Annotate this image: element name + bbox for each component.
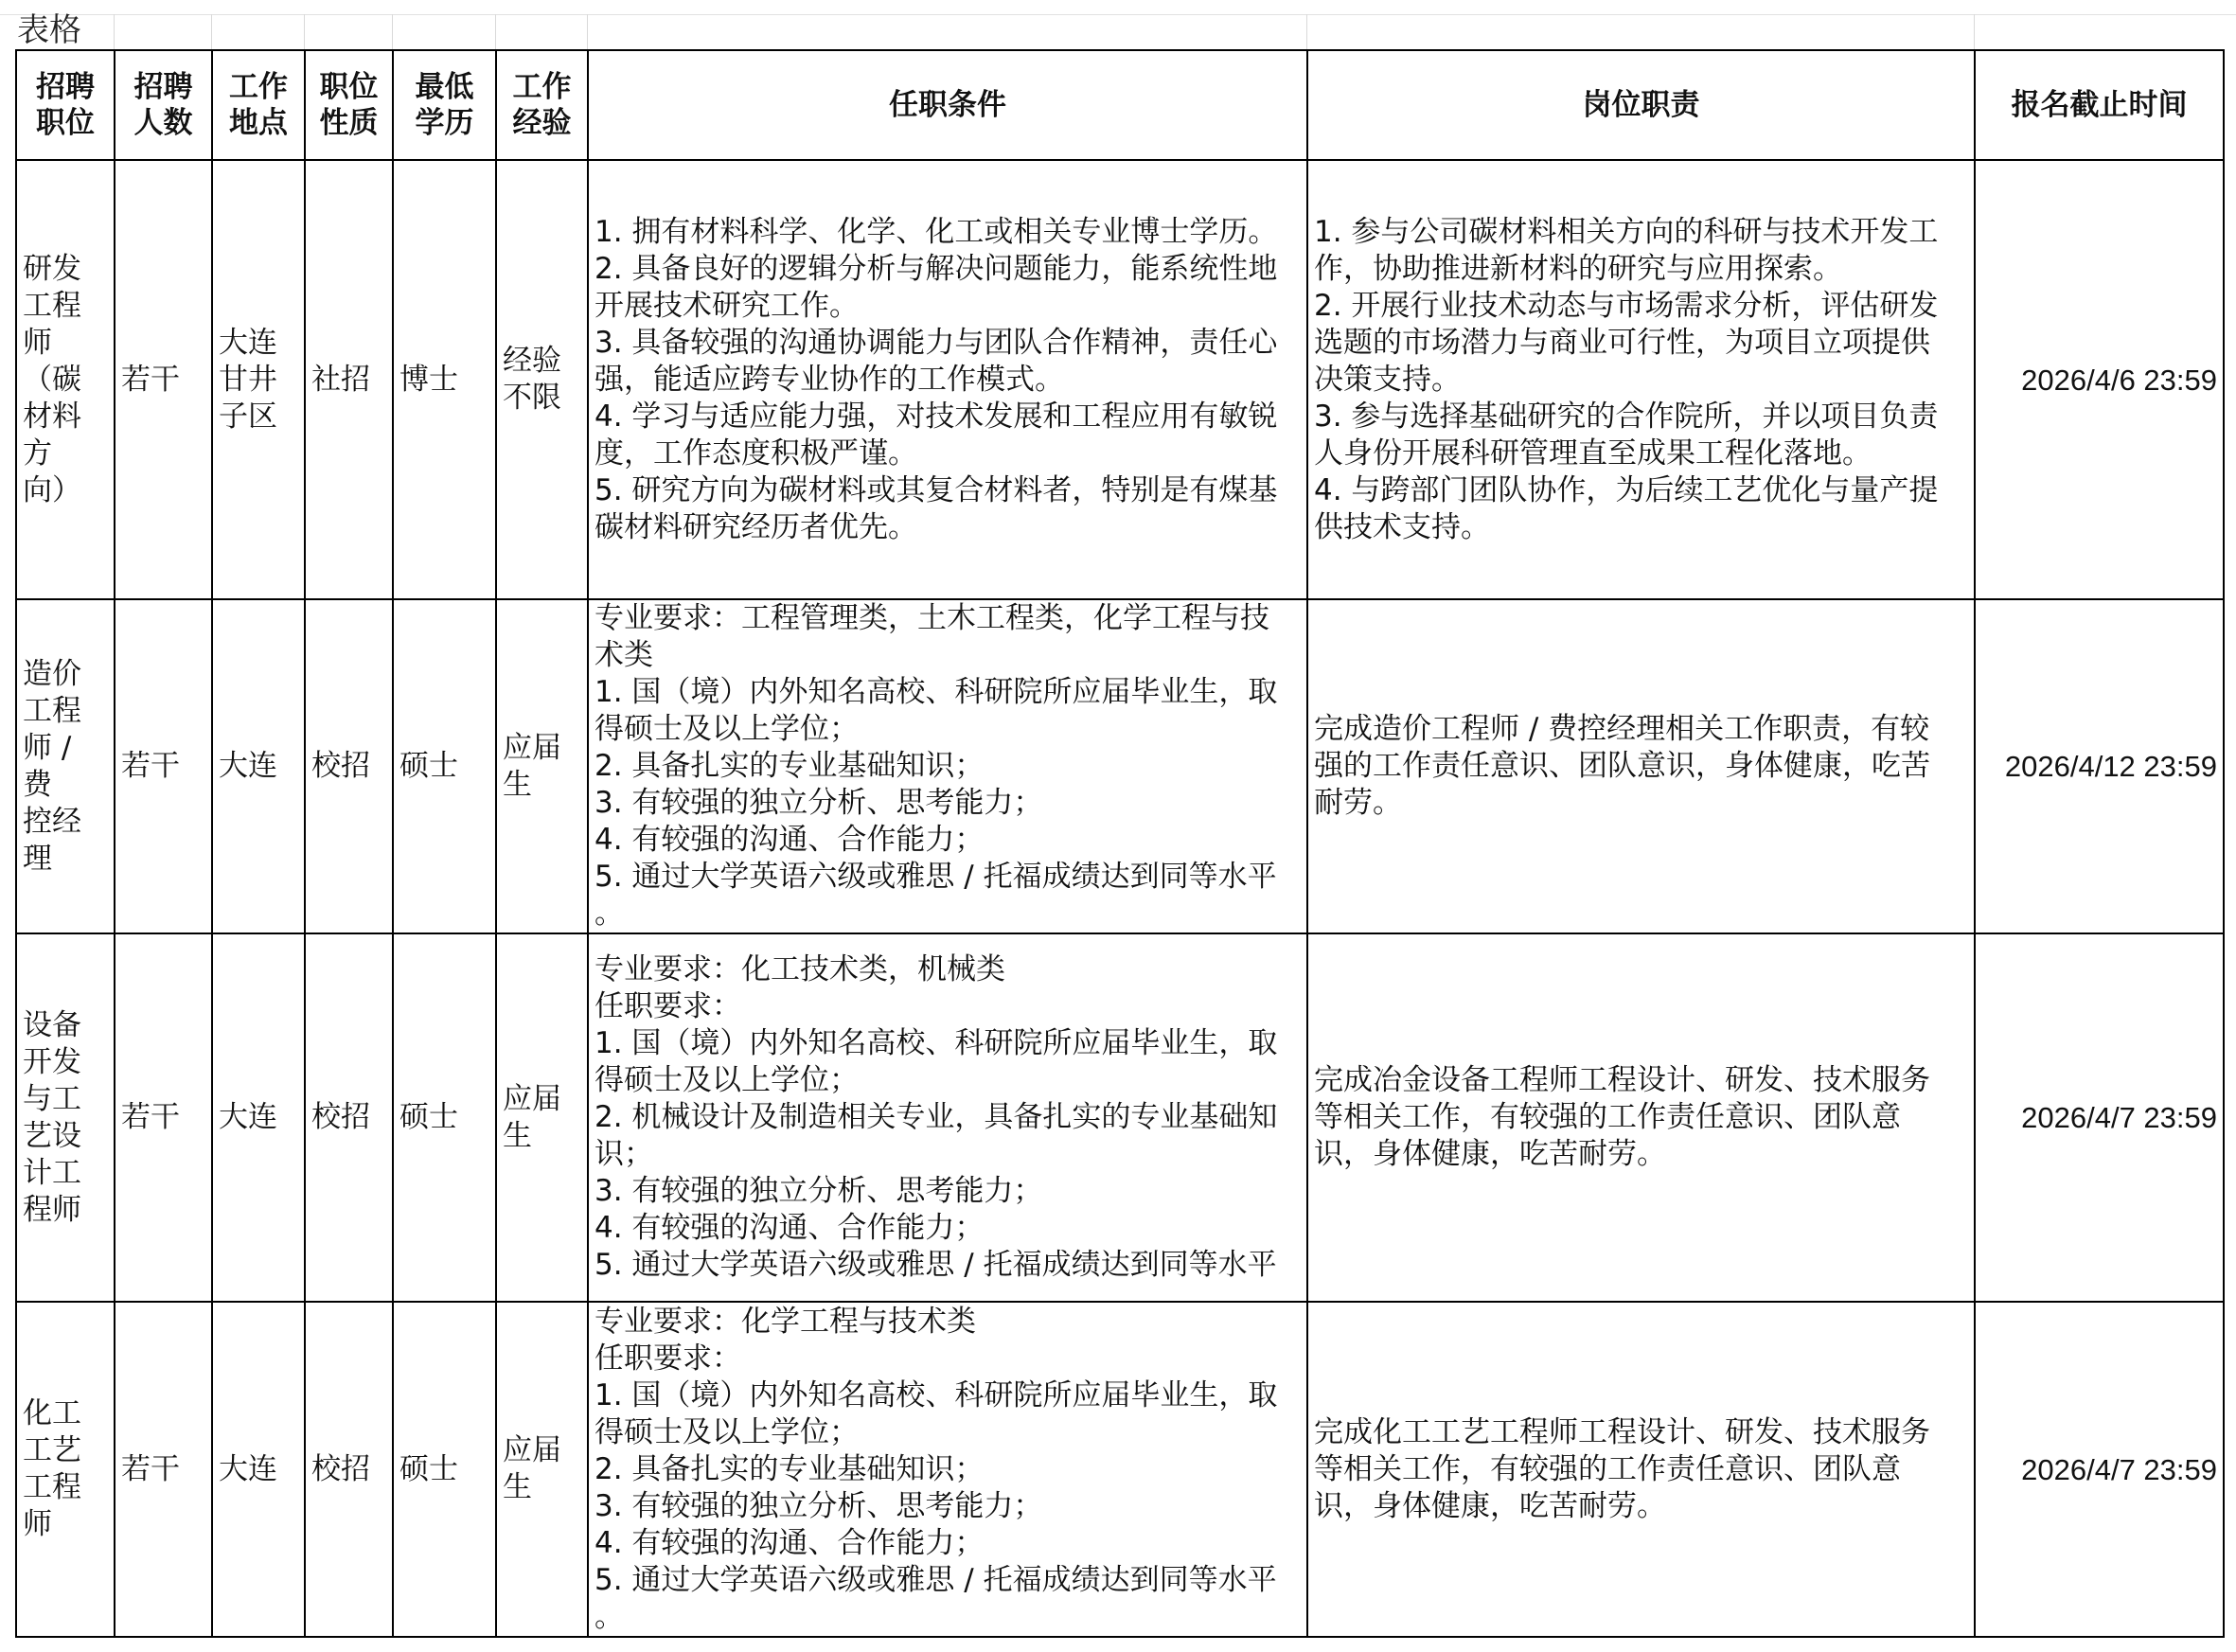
text-line: 4. 有较强的沟通、合作能力； xyxy=(594,823,985,857)
grid-line xyxy=(114,14,115,51)
header-row xyxy=(16,50,2224,160)
experience-text xyxy=(503,1081,581,1155)
table-row xyxy=(16,1302,2224,1637)
text-line: 2. 开展行业技术动态与市场需求分析，评估研发 xyxy=(1314,288,1939,323)
grid-line xyxy=(211,14,212,51)
cell-experience[interactable] xyxy=(496,933,588,1302)
text-line: 任职要求： xyxy=(594,989,741,1023)
text-line: 5. 研究方向为碳材料或其复合材料者，特别是有煤基 xyxy=(594,472,1278,507)
text-line: 子区 xyxy=(219,399,277,434)
header-line: 工作 xyxy=(512,70,572,104)
text-line: 2. 机械设计及制造相关专业，具备扎实的专业基础知 xyxy=(594,1100,1278,1134)
header-line: 职位 xyxy=(319,70,379,104)
cell-headcount[interactable]: 若干 xyxy=(115,599,212,933)
text-line: 大连 xyxy=(219,325,277,360)
text-line: 1. 国（境）内外知名高校、科研院所应届毕业生，取 xyxy=(594,1377,1278,1412)
grid-line xyxy=(0,14,2236,15)
text-line: 作，协助推进新材料的研究与应用探索。 xyxy=(1314,251,1842,286)
header-line: 招聘 xyxy=(36,70,95,104)
text-line: 3. 有较强的独立分析、思考能力； xyxy=(594,786,1043,820)
text-line: 应届 xyxy=(503,1433,561,1467)
text-line: 生 xyxy=(503,1118,532,1153)
cell-duties[interactable] xyxy=(1307,160,1975,599)
text-line: 识，身体健康，吃苦耐劳。 xyxy=(1314,1488,1666,1523)
text-line: 得硕士及以上学位； xyxy=(594,1414,859,1449)
text-line: 3. 具备较强的沟通协调能力与团队合作精神，责任心 xyxy=(594,325,1278,360)
header-line: 职位 xyxy=(36,106,95,140)
cell-deadline[interactable]: 2026/4/6 23:59 xyxy=(1975,160,2224,599)
text-line: 1. 参与公司碳材料相关方向的科研与技术开发工 xyxy=(1314,214,1939,249)
text-line: 得硕士及以上学位； xyxy=(594,712,859,746)
text-line: 2. 具备扎实的专业基础知识； xyxy=(594,749,985,783)
text-line: 供技术支持。 xyxy=(1314,509,1490,544)
text-line: 。 xyxy=(594,1599,624,1634)
cell-deadline[interactable]: 2026/4/7 23:59 xyxy=(1975,1302,2224,1637)
text-line: 专业要求：化学工程与技术类 xyxy=(594,1304,976,1339)
table-row xyxy=(16,160,2224,599)
text-line: 5. 通过大学英语六级或雅思 / 托福成绩达到同等水平 xyxy=(594,860,1277,894)
cell-location[interactable] xyxy=(212,160,305,599)
text-line: 决策支持。 xyxy=(1314,362,1461,397)
duties-text xyxy=(1314,214,1968,546)
text-line: 与工 xyxy=(23,1081,81,1116)
cell-deadline[interactable]: 2026/4/7 23:59 xyxy=(1975,933,2224,1302)
text-line: 工程 xyxy=(23,693,81,728)
text-line: 3. 参与选择基础研究的合作院所，并以项目负责 xyxy=(1314,399,1939,434)
text-line: 强，能适应跨专业协作的工作模式。 xyxy=(594,362,1064,397)
experience-text xyxy=(503,730,581,804)
header-line: 经验 xyxy=(512,106,572,140)
text-line: 选题的市场潜力与商业可行性，为项目立项提供 xyxy=(1314,325,1930,360)
text-line: 3. 有较强的独立分析、思考能力； xyxy=(594,1174,1043,1208)
cell-headcount[interactable]: 若干 xyxy=(115,1302,212,1637)
table-row xyxy=(16,599,2224,933)
text-line: 大连 xyxy=(219,1451,277,1486)
text-line: 完成冶金设备工程师工程设计、研发、技术服务 xyxy=(1314,1063,1930,1097)
text-line: 4. 有较强的沟通、合作能力； xyxy=(594,1525,985,1560)
location-text xyxy=(219,748,298,785)
grid-line xyxy=(392,14,393,51)
text-line: 大连 xyxy=(219,749,277,783)
header-deadline[interactable]: 报名截止时间 xyxy=(1975,50,2224,160)
text-line: 化工 xyxy=(23,1396,81,1430)
header-duties[interactable]: 岗位职责 xyxy=(1307,50,1975,160)
grid-line xyxy=(587,14,588,51)
text-line: 材料 xyxy=(23,399,81,434)
cell-position[interactable] xyxy=(16,160,115,599)
duties-text xyxy=(1314,1414,1968,1525)
text-line: 经验 xyxy=(503,344,561,378)
text-line: 度，工作态度积极严谨。 xyxy=(594,435,917,471)
text-line: 5. 通过大学英语六级或雅思 / 托福成绩达到同等水平 xyxy=(594,1248,1277,1282)
text-line: 应届 xyxy=(503,730,561,765)
text-line: 等相关工作，有较强的工作责任意识、团队意 xyxy=(1314,1100,1901,1134)
text-line: 2. 具备良好的逻辑分析与解决问题能力，能系统性地 xyxy=(594,251,1278,286)
text-line: 研发 xyxy=(23,251,81,286)
cell-location[interactable] xyxy=(212,1302,305,1637)
text-line: 术类 xyxy=(594,638,653,672)
experience-text xyxy=(503,343,581,417)
cell-requirements[interactable] xyxy=(588,1302,1307,1637)
header-location-text xyxy=(219,69,298,141)
text-line: 设备 xyxy=(23,1007,81,1042)
header-nature-text xyxy=(311,69,386,141)
cell-nature[interactable]: 校招 xyxy=(305,1302,393,1637)
position-text xyxy=(23,656,108,878)
text-line: 1. 国（境）内外知名高校、科研院所应届毕业生，取 xyxy=(594,1026,1278,1060)
text-line: 向） xyxy=(23,472,81,507)
location-text xyxy=(219,1099,298,1136)
cell-requirements[interactable] xyxy=(588,933,1307,1302)
text-line: 师 xyxy=(23,325,52,360)
text-line: 大连 xyxy=(219,1100,277,1134)
cell-requirements[interactable] xyxy=(588,160,1307,599)
text-line: 1. 拥有材料科学、化学、化工或相关专业博士学历。 xyxy=(594,214,1278,249)
cell-education[interactable]: 博士 xyxy=(393,160,496,599)
header-line: 工作 xyxy=(229,70,288,104)
header-position[interactable] xyxy=(16,50,115,160)
cell-duties[interactable] xyxy=(1307,599,1975,933)
text-line: 方 xyxy=(23,435,52,471)
text-line: 4. 与跨部门团队协作，为后续工艺优化与量产提 xyxy=(1314,472,1939,507)
header-requirements[interactable]: 任职条件 xyxy=(588,50,1307,160)
text-line: 1. 国（境）内外知名高校、科研院所应届毕业生，取 xyxy=(594,675,1278,709)
cell-location[interactable] xyxy=(212,599,305,933)
header-experience[interactable] xyxy=(496,50,588,160)
text-line: 造价 xyxy=(23,656,81,691)
cell-duties[interactable] xyxy=(1307,1302,1975,1637)
cell-nature[interactable]: 校招 xyxy=(305,599,393,933)
cell-duties[interactable] xyxy=(1307,933,1975,1302)
location-text xyxy=(219,1451,298,1488)
cell-education[interactable]: 硕士 xyxy=(393,1302,496,1637)
position-text xyxy=(23,1007,108,1229)
header-line: 学历 xyxy=(415,106,474,140)
text-line: （碳 xyxy=(23,362,81,397)
sheet-title: 表格 xyxy=(17,11,81,49)
requirements-text xyxy=(594,1304,1301,1636)
requirements-text xyxy=(594,951,1301,1284)
text-line: 师 xyxy=(23,1507,52,1541)
header-headcount-text xyxy=(121,69,205,141)
text-line: 3. 有较强的独立分析、思考能力； xyxy=(594,1488,1043,1523)
grid-line xyxy=(1974,14,1975,51)
cell-experience[interactable] xyxy=(496,160,588,599)
cell-position[interactable] xyxy=(16,599,115,933)
text-line: 程师 xyxy=(23,1192,81,1227)
position-text xyxy=(23,251,108,509)
location-text xyxy=(219,325,298,435)
text-line: 专业要求：工程管理类，土木工程类，化学工程与技 xyxy=(594,601,1269,635)
text-line: 。 xyxy=(594,897,624,931)
text-line: 等相关工作，有较强的工作责任意识、团队意 xyxy=(1314,1451,1901,1486)
text-line: 2. 具备扎实的专业基础知识； xyxy=(594,1451,985,1486)
experience-text xyxy=(503,1432,581,1506)
text-line: 不限 xyxy=(503,381,561,415)
text-line: 师 / 费 xyxy=(23,730,72,802)
text-line: 任职要求： xyxy=(594,1341,741,1376)
cell-nature[interactable]: 校招 xyxy=(305,933,393,1302)
text-line: 生 xyxy=(503,1470,532,1504)
text-line: 5. 通过大学英语六级或雅思 / 托福成绩达到同等水平 xyxy=(594,1562,1277,1597)
cell-nature[interactable]: 社招 xyxy=(305,160,393,599)
header-line: 地点 xyxy=(229,106,288,140)
cell-position[interactable] xyxy=(16,1302,115,1637)
cell-experience[interactable] xyxy=(496,599,588,933)
text-line: 专业要求：化工技术类，机械类 xyxy=(594,952,1005,986)
grid-line xyxy=(1306,14,1307,51)
text-line: 完成造价工程师 / 费控经理相关工作职责，有较 xyxy=(1314,712,1930,746)
requirements-text xyxy=(594,600,1301,933)
text-line: 识，身体健康，吃苦耐劳。 xyxy=(1314,1137,1666,1171)
header-experience-text xyxy=(503,69,581,141)
duties-text xyxy=(1314,1062,1968,1173)
text-line: 开展技术研究工作。 xyxy=(594,288,859,323)
cell-education[interactable]: 硕士 xyxy=(393,599,496,933)
header-headcount[interactable] xyxy=(115,50,212,160)
position-text xyxy=(23,1395,108,1543)
text-line: 4. 学习与适应能力强，对技术发展和工程应用有敏锐 xyxy=(594,399,1278,434)
cell-experience[interactable] xyxy=(496,1302,588,1637)
text-line: 开发 xyxy=(23,1044,81,1079)
cell-headcount[interactable]: 若干 xyxy=(115,160,212,599)
cell-position[interactable] xyxy=(16,933,115,1302)
text-line: 计工 xyxy=(23,1155,81,1190)
job-table xyxy=(15,49,2225,1638)
text-line: 识； xyxy=(594,1137,653,1171)
header-education[interactable] xyxy=(393,50,496,160)
duties-text xyxy=(1314,711,1968,822)
text-line: 强的工作责任意识、团队意识，身体健康，吃苦 xyxy=(1314,749,1930,783)
text-line: 工艺 xyxy=(23,1433,81,1467)
text-line: 人身份开展科研管理直至成果工程化落地。 xyxy=(1314,435,1872,471)
text-line: 碳材料研究经历者优先。 xyxy=(594,509,917,544)
text-line: 4. 有较强的沟通、合作能力； xyxy=(594,1211,985,1245)
text-line: 生 xyxy=(503,767,532,802)
text-line: 工程 xyxy=(23,288,81,323)
grid-line xyxy=(495,14,496,51)
cell-deadline[interactable]: 2026/4/12 23:59 xyxy=(1975,599,2224,933)
text-line: 耐劳。 xyxy=(1314,786,1402,820)
header-location[interactable] xyxy=(212,50,305,160)
cell-education[interactable]: 硕士 xyxy=(393,933,496,1302)
header-line: 性质 xyxy=(319,106,379,140)
text-line: 控经 xyxy=(23,804,81,839)
text-line: 甘井 xyxy=(219,362,277,397)
requirements-text xyxy=(594,214,1301,546)
header-education-text xyxy=(399,69,489,141)
table-row xyxy=(16,933,2224,1302)
cell-headcount[interactable]: 若干 xyxy=(115,933,212,1302)
header-nature[interactable] xyxy=(305,50,393,160)
header-line: 招聘 xyxy=(133,70,193,104)
text-line: 完成化工工艺工程师工程设计、研发、技术服务 xyxy=(1314,1414,1930,1449)
header-position-text xyxy=(23,69,108,141)
text-line: 艺设 xyxy=(23,1118,81,1153)
header-line: 人数 xyxy=(133,106,193,140)
grid-line xyxy=(304,14,305,51)
text-line: 得硕士及以上学位； xyxy=(594,1063,859,1097)
cell-location[interactable] xyxy=(212,933,305,1302)
text-line: 工程 xyxy=(23,1470,81,1504)
cell-requirements[interactable] xyxy=(588,599,1307,933)
header-line: 最低 xyxy=(415,70,474,104)
spreadsheet-grid-row xyxy=(0,14,2236,51)
text-line: 应届 xyxy=(503,1081,561,1116)
text-line: 理 xyxy=(23,841,52,876)
